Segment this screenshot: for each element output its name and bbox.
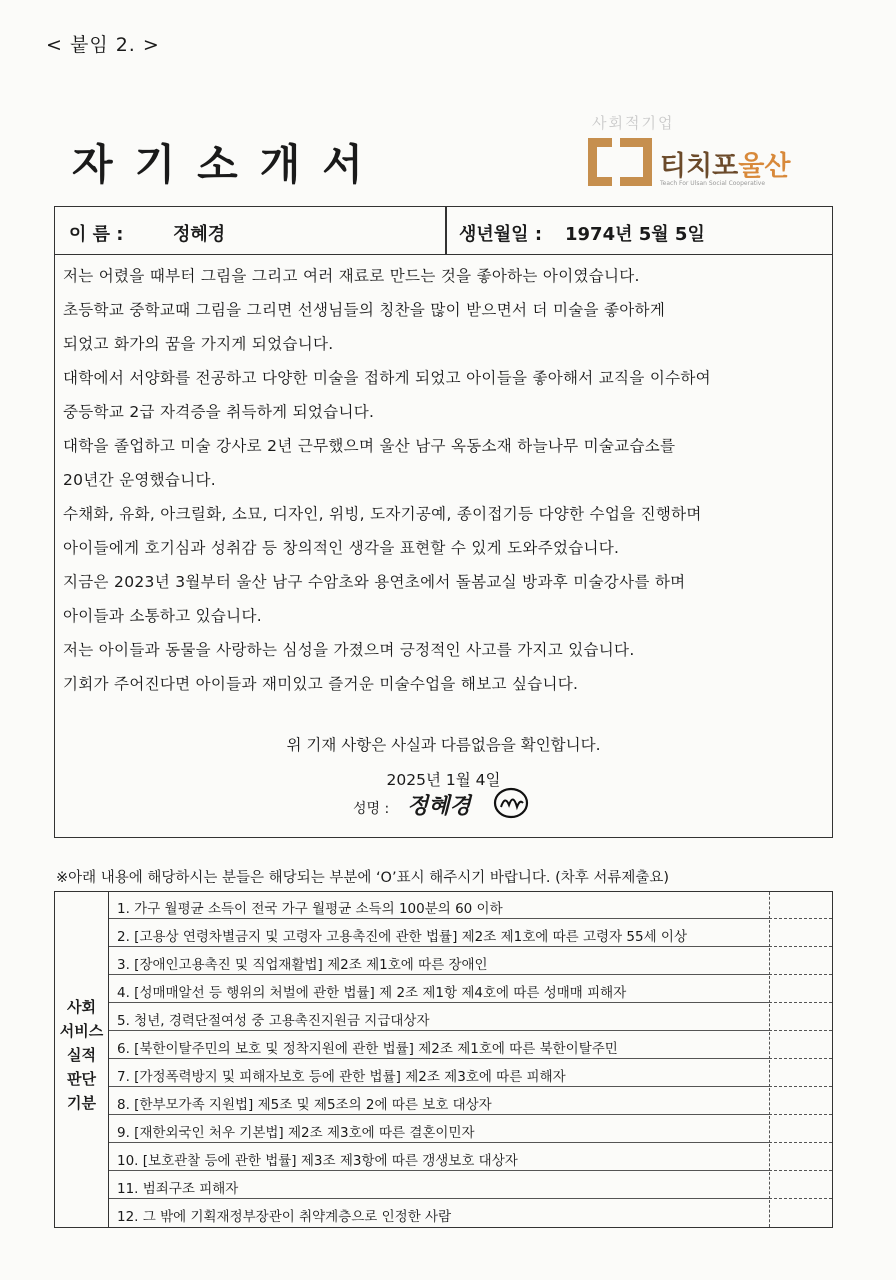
logo-tagline: 사회적기업 [592,114,675,132]
body-line: 저는 어렸을 때부터 그림을 그리고 여러 재료로 만드는 것을 좋아하는 아이였습니다. [63,267,640,285]
criteria-row: 5. 청년, 경력단절여성 중 고용촉진지원금 지급대상자 [109,1004,769,1031]
birth-label: 생년월일 : [459,224,543,245]
body-line: 대학에서 서양화를 전공하고 다양한 미술을 접하게 되었고 아이들을 좋아해서 교직을 이수하여 [63,369,711,387]
instruction-note: ※아래 내용에 해당하시는 분들은 해당되는 부분에 ‘O’표시 해주시기 바랍니다. (차후 서류제출요) [56,870,670,886]
check-cell[interactable] [769,1088,832,1115]
criteria-row: 9. [재한외국인 처우 기본법] 제2조 제3호에 따른 결혼이민자 [109,1116,769,1143]
logo-mark-icon [588,138,652,186]
body-line: 대학을 졸업하고 미술 강사로 2년 근무했으며 울산 남구 옥동소재 하늘나무 미술교습소를 [63,437,676,455]
body-line: 초등학교 중학교때 그림을 그리면 선생님들의 칭찬을 많이 받으면서 더 미술을 좋아하게 [63,301,666,319]
check-cell[interactable] [769,976,832,1003]
body-line: 중등학교 2급 자격증을 취득하게 되었습니다. [63,403,375,421]
body-line: 수채화, 유화, 아크릴화, 소묘, 디자인, 위빙, 도자기공예, 종이접기등 다양한 수업을 진행하며 [63,505,702,523]
check-cell[interactable] [769,1032,832,1059]
handwritten-signature: 정혜경 [407,794,471,819]
signature-label: 성명 : [353,801,390,817]
logo-name: 티치포울산 [660,151,791,182]
logo-subtitle: Teach For Ulsan Social Cooperative [660,180,766,187]
criteria-row: 11. 범죄구조 피해자 [109,1172,769,1199]
social-service-criteria-table [54,891,833,1228]
criteria-row: 10. [보호관찰 등에 관한 법률] 제3조 제3항에 따른 갱생보호 대상자 [109,1144,769,1171]
criteria-row: 8. [한부모가족 지원법] 제5조 및 제5조의 2에 따른 보호 대상자 [109,1088,769,1115]
signing-date: 2025년 1월 4일 [386,771,501,789]
body-line: 20년간 운영했습니다. [63,471,216,489]
attachment-label: < 붙임 2. > [46,34,160,56]
confirmation-text: 위 기재 사항은 사실과 다름없음을 확인합니다. [286,736,601,754]
criteria-row: 1. 가구 월평균 소득이 전국 가구 월평균 소득의 100분의 60 이하 [109,892,769,919]
criteria-category-header: 사회 서비스 실적 판단 기분 [55,892,109,1227]
company-logo [588,112,818,192]
criteria-row: 2. [고용상 연령차별금지 및 고령자 고용촉진에 관한 법률] 제2조 제1호에 따른 고령자 55세 이상 [109,920,769,947]
name-label: 이 름 : [69,224,124,245]
info-header [55,207,832,255]
check-cell[interactable] [769,920,832,947]
check-cell[interactable] [769,1144,832,1171]
body-line: 아이들과 소통하고 있습니다. [63,607,262,625]
name-value: 정혜경 [173,224,226,245]
criteria-row: 7. [가정폭력방지 및 피해자보호 등에 관한 법률] 제2조 제3호에 따른 피해자 [109,1060,769,1087]
body-line: 아이들에게 호기심과 성취감 등 창의적인 생각을 표현할 수 있게 도와주었습니다. [63,539,620,557]
criteria-row: 6. [북한이탈주민의 보호 및 정착지원에 관한 법률] 제2조 제1호에 따른 북한이탈주민 [109,1032,769,1059]
check-cell[interactable] [769,1116,832,1143]
criteria-row: 12. 그 밖에 기획재정부장관이 취약계층으로 인정한 사람 [117,1209,452,1225]
body-line: 저는 아이들과 동물을 사랑하는 심성을 가졌으며 긍정적인 사고를 가지고 있습니다. [63,641,635,659]
check-cell[interactable] [769,1060,832,1087]
signature-stamp-icon [491,785,531,821]
self-introduction-box [54,206,833,838]
check-cell[interactable] [769,948,832,975]
criteria-row: 4. [성매매알선 등 행위의 처벌에 관한 법률] 제 2조 제1항 제4호에 따른 성매매 피해자 [109,976,769,1003]
check-cell[interactable] [769,1004,832,1031]
body-line: 되었고 화가의 꿈을 가지게 되었습니다. [63,335,334,353]
body-line: 기회가 주어진다면 아이들과 재미있고 즐거운 미술수업을 해보고 싶습니다. [63,675,579,693]
page-title: 자기소개서 [72,140,385,189]
criteria-row: 3. [장애인고용촉진 및 직업재활법] 제2조 제1호에 따른 장애인 [109,948,769,975]
check-cell[interactable] [769,1200,832,1227]
body-line: 지금은 2023년 3월부터 울산 남구 수암초와 용연초에서 돌봄교실 방과후 미술강사를 하며 [63,573,686,591]
check-cell[interactable] [769,892,832,919]
birth-value: 1974년 5월 5일 [565,224,705,245]
check-cell[interactable] [769,1172,832,1199]
